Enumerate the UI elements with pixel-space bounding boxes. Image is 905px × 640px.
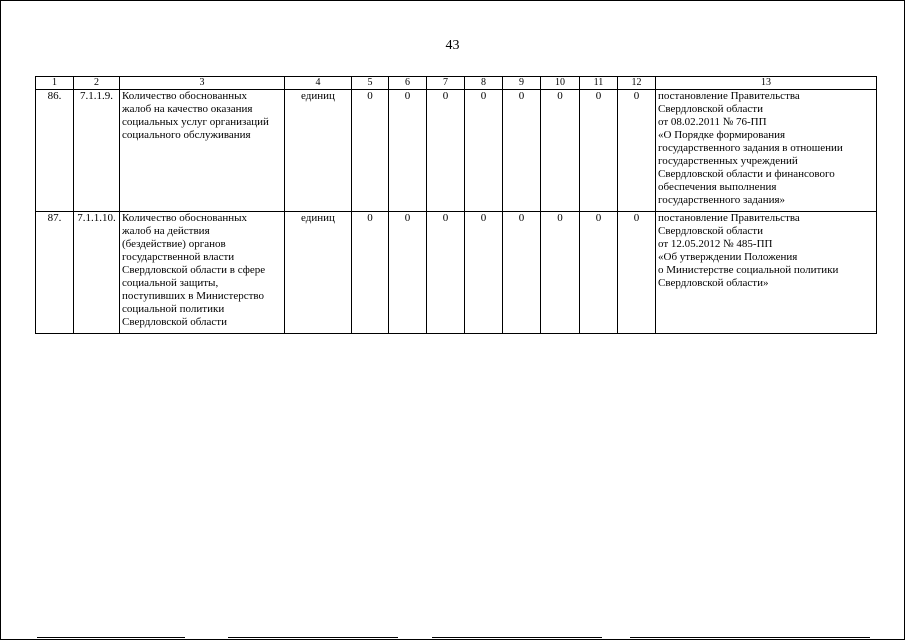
text-line: социальной политики — [122, 303, 225, 315]
unit-cell: единиц — [285, 212, 352, 334]
text-line: (бездействие) органов — [122, 238, 226, 250]
text-line: от 12.05.2012 № 485-ПП — [658, 238, 773, 250]
column-header: 5 — [352, 77, 389, 90]
legal-basis — [656, 212, 877, 334]
value-cell: 0 — [580, 212, 618, 334]
scan-edge-line — [228, 637, 398, 638]
value-cell: 0 — [503, 212, 541, 334]
indicator-table — [35, 76, 877, 334]
column-header: 11 — [580, 77, 618, 90]
value-cell: 0 — [465, 90, 503, 212]
column-header: 1 — [36, 77, 74, 90]
text-line: Свердловской области и финансового — [658, 168, 835, 180]
text-line: государственного задания» — [658, 194, 786, 206]
text-line: «Об утверждении Положения — [658, 251, 798, 263]
value-cell: 0 — [352, 90, 389, 212]
text-line: социальных услуг организаций — [122, 116, 269, 128]
text-line: постановление Правительства — [658, 212, 800, 224]
scan-edge-line — [37, 637, 185, 638]
indicator-code: 7.1.1.10. — [74, 212, 120, 334]
column-header: 12 — [618, 77, 656, 90]
row-number: 87. — [36, 212, 74, 334]
scan-edge-line — [630, 637, 870, 638]
column-header: 9 — [503, 77, 541, 90]
text-line: жалоб на действия — [122, 225, 210, 237]
page-number: 43 — [445, 38, 460, 53]
text-line: жалоб на качество оказания — [122, 103, 253, 115]
value-cell: 0 — [465, 212, 503, 334]
column-header: 10 — [541, 77, 580, 90]
text-line: Свердловской области — [122, 316, 227, 328]
value-cell: 0 — [427, 90, 465, 212]
unit-cell: единиц — [285, 90, 352, 212]
column-header: 2 — [74, 77, 120, 90]
column-header: 8 — [465, 77, 503, 90]
text-line: Свердловской области в сфере — [122, 264, 266, 276]
text-line: поступивших в Министерство — [122, 290, 265, 302]
text-line: Свердловской области — [658, 103, 763, 115]
text-line: государственной власти — [122, 251, 235, 263]
column-header: 7 — [427, 77, 465, 90]
column-header: 3 — [120, 77, 285, 90]
text-line: обеспечения выполнения — [658, 181, 777, 193]
text-line: о Министерстве социальной политики — [658, 264, 839, 276]
legal-basis — [656, 90, 877, 212]
text-line: Количество обоснованных — [122, 90, 248, 102]
header-row — [36, 77, 877, 90]
value-cell: 0 — [503, 90, 541, 212]
text-line: социального обслуживания — [122, 129, 251, 141]
scan-edge-line — [432, 637, 602, 638]
indicator-name — [120, 90, 285, 212]
text-line: Количество обоснованных — [122, 212, 248, 224]
row-number: 86. — [36, 90, 74, 212]
text-line: «О Порядке формирования — [658, 129, 786, 141]
value-cell: 0 — [541, 90, 580, 212]
text-line: Свердловской области» — [658, 277, 769, 289]
value-cell: 0 — [389, 90, 427, 212]
value-cell: 0 — [618, 212, 656, 334]
value-cell: 0 — [389, 212, 427, 334]
value-cell: 0 — [618, 90, 656, 212]
indicator-name — [120, 212, 285, 334]
text-line: государственных учреждений — [658, 155, 798, 167]
text-line: от 08.02.2011 № 76-ПП — [658, 116, 767, 128]
table-row — [36, 212, 877, 334]
column-header: 6 — [389, 77, 427, 90]
indicator-code: 7.1.1.9. — [74, 90, 120, 212]
text-line: Свердловской области — [658, 225, 763, 237]
value-cell: 0 — [541, 212, 580, 334]
text-line: государственного задания в отношении — [658, 142, 843, 154]
text-line: постановление Правительства — [658, 90, 800, 102]
value-cell: 0 — [427, 212, 465, 334]
table-row — [36, 90, 877, 212]
value-cell: 0 — [352, 212, 389, 334]
text-line: социальной защиты, — [122, 277, 219, 289]
column-header: 13 — [656, 77, 877, 90]
column-header: 4 — [285, 77, 352, 90]
value-cell: 0 — [580, 90, 618, 212]
